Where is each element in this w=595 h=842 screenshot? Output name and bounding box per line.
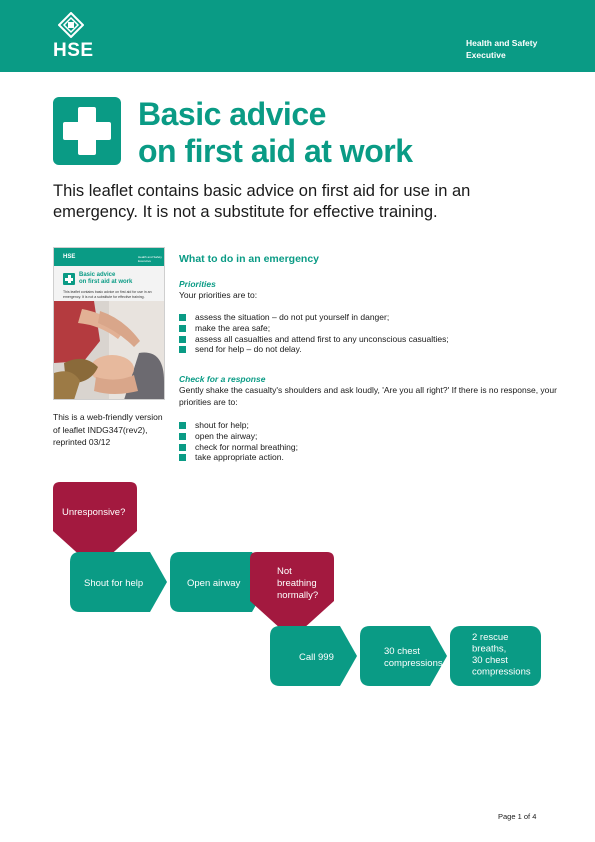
agency-line-1: Health and Safety <box>466 38 538 48</box>
response-list <box>179 420 559 463</box>
flow-label-compressions-2: compressions <box>472 666 531 678</box>
version-caption: This is a web-friendly version of leaflet INDG347(rev2), reprinted 03/12 <box>53 412 163 447</box>
header-bar <box>0 0 595 72</box>
agency-line-2: Executive <box>466 50 506 60</box>
priorities-intro: Your priorities are to: <box>179 290 258 300</box>
flow-label-shout: Shout for help <box>84 578 144 589</box>
thumbnail-title-line-2: on first aid at work <box>79 279 133 285</box>
priorities-list <box>179 312 559 355</box>
flow-label-unresponsive: Unresponsive? <box>62 507 126 518</box>
emergency-heading: What to do in an emergency <box>179 253 320 265</box>
flow-label-compressions: compressions <box>384 658 443 669</box>
emergency-flowchart <box>0 470 595 700</box>
flow-label-normally: normally? <box>277 590 319 601</box>
thumbnail-intro: This leaflet contains basic advice on first aid for use in an emergency. It is not a substitute for effective training. <box>63 290 152 299</box>
thumbnail-header <box>54 248 164 266</box>
thumbnail-logo: HSE <box>63 254 76 260</box>
list-item: make the area safe; <box>179 323 559 334</box>
hse-logo <box>53 12 94 62</box>
list-item: assess the situation – do not put yourself in danger; <box>179 312 559 323</box>
flow-label-not: Not <box>277 566 292 577</box>
flow-label-30-chest: 30 chest <box>384 646 420 657</box>
list-item: send for help – do not delay. <box>179 344 559 355</box>
hse-logo-icon <box>58 12 84 38</box>
list-item: shout for help; <box>179 420 559 431</box>
page-number: Page 1 of 4 <box>498 812 537 821</box>
first-aid-photo <box>54 301 164 400</box>
thumbnail-title-line-1: Basic advice <box>79 272 116 278</box>
first-aid-cross-icon <box>53 97 121 165</box>
response-text: Gently shake the casualty's shoulders and ask loudly, 'Are you all right?' If there is no response, your priorities are to: <box>179 385 557 407</box>
leaflet-cover-thumbnail <box>53 247 165 400</box>
page-title <box>138 96 412 170</box>
flow-label-open-airway: Open airway <box>187 578 241 589</box>
flow-label-2-rescue: 2 rescue <box>472 632 509 643</box>
priorities-heading: Priorities <box>179 279 216 289</box>
title-line-2: on first aid at work <box>138 133 413 169</box>
response-heading: Check for a response <box>179 374 266 384</box>
list-item: take appropriate action. <box>179 452 559 463</box>
flow-label-breathing: breathing <box>277 578 317 589</box>
flow-label-breaths: breaths, <box>472 643 507 655</box>
title-line-1: Basic advice <box>138 96 326 132</box>
list-item: check for normal breathing; <box>179 442 559 453</box>
thumbnail-agency: Health and Safety Executive <box>138 255 162 263</box>
thumbnail-title <box>79 272 132 286</box>
list-item: assess all casualties and attend first to any unconscious casualties; <box>179 334 559 345</box>
list-item: open the airway; <box>179 431 559 442</box>
flow-label-call: Call 999 <box>299 652 334 663</box>
flow-label-30-chest-2: 30 chest <box>472 655 508 666</box>
agency-name <box>466 37 537 61</box>
intro-paragraph: This leaflet contains basic advice on first aid for use in an emergency. It is not a substitute for effective training. <box>53 182 471 221</box>
hse-logo-text: HSE <box>53 40 94 61</box>
thumbnail-cross-icon <box>63 273 75 285</box>
